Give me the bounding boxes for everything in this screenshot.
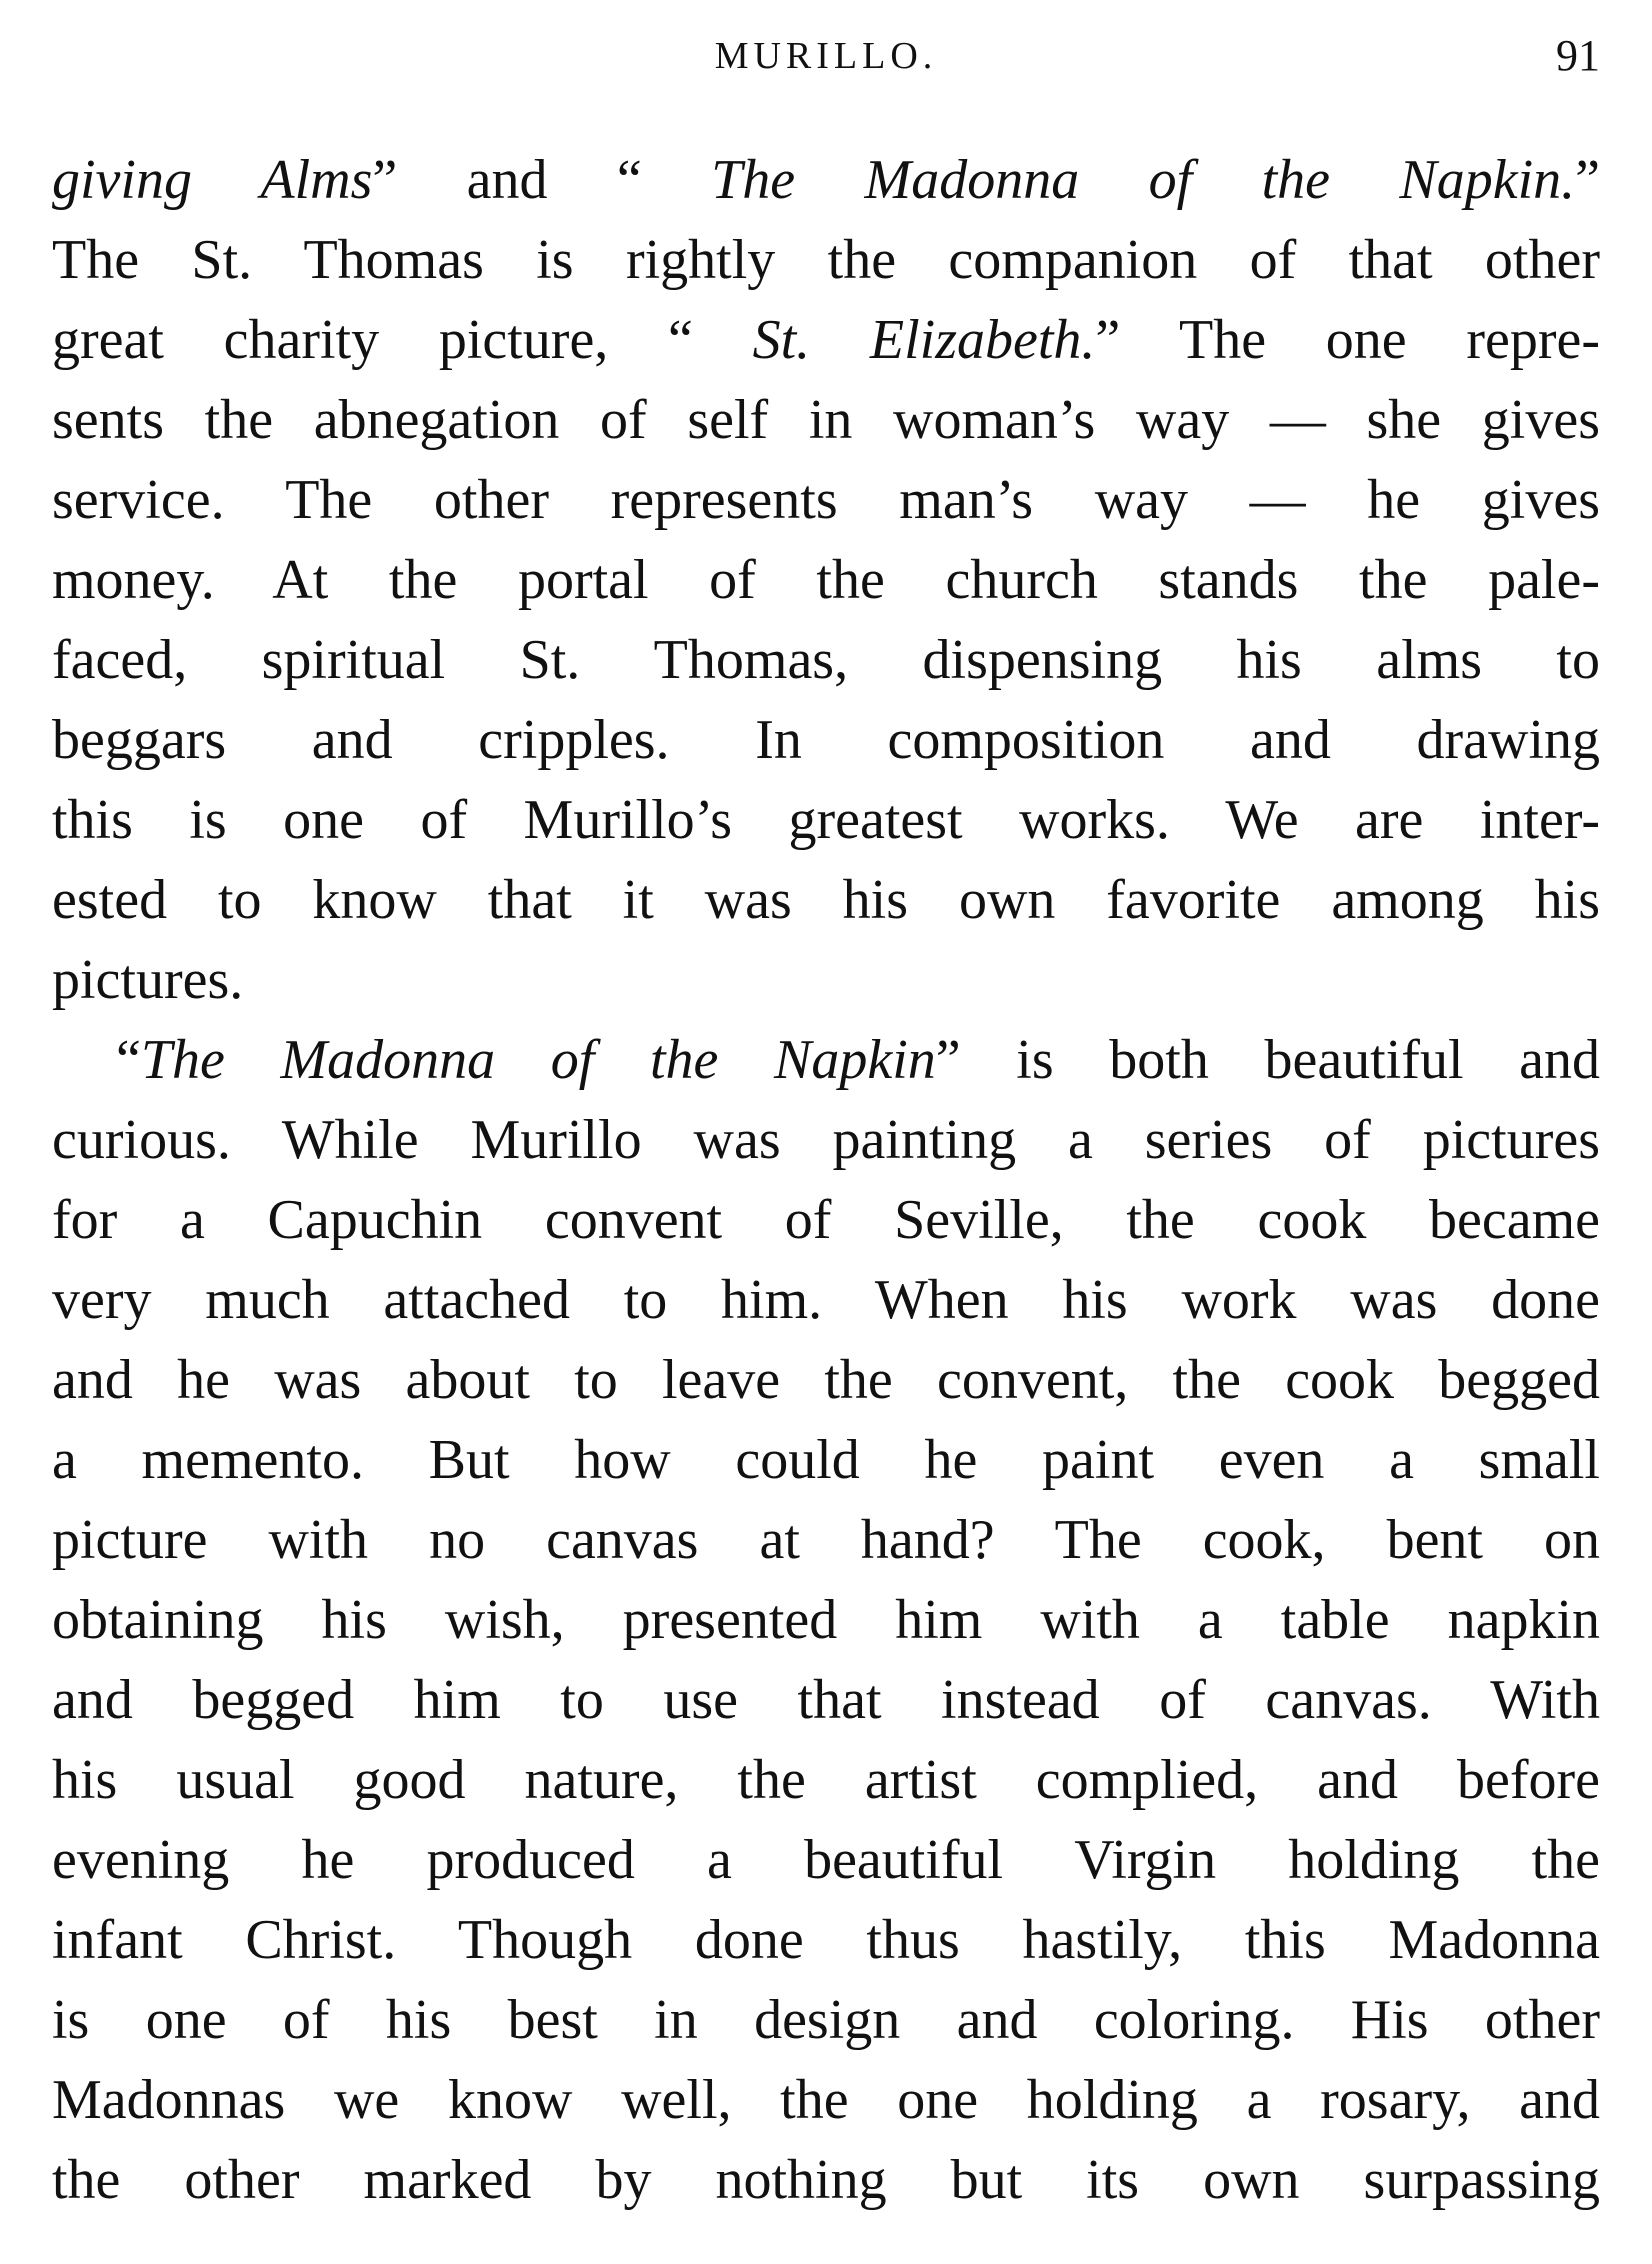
text-run: ested to know that it was his own favorite among his [52, 869, 1600, 931]
text-run: for a Capuchin convent of Seville, the cook became [52, 1189, 1600, 1251]
text-line [52, 860, 1600, 940]
text-line [52, 1180, 1600, 1260]
text-run: very much attached to him. When his work was done [52, 1269, 1600, 1331]
text-run: sents the abnegation of self in woman’s way — she gives [52, 389, 1600, 451]
text-run: great charity picture, “ [52, 309, 753, 371]
text-line [52, 620, 1600, 700]
text-line [52, 1740, 1600, 1820]
text-line [52, 2060, 1600, 2140]
body-text [52, 140, 1600, 2220]
text-run: ” is both beautiful and [935, 1029, 1600, 1091]
text-line [52, 1020, 1600, 1100]
text-run: evening he produced a beautiful Virgin holding the [52, 1829, 1600, 1891]
page-number: 91 [1556, 31, 1600, 80]
text-run: beggars and cripples. In composition and drawing [52, 709, 1600, 771]
text-run: infant Christ. Though done thus hastily, this Madonna [52, 1909, 1600, 1971]
text-run: and he was about to leave the convent, the cook begged [52, 1349, 1600, 1411]
text-line [52, 220, 1600, 300]
italic-title: St. Elizabeth. [752, 309, 1096, 371]
text-run: service. The other represents man’s way — he gives [52, 469, 1600, 531]
text-run: curious. While Murillo was painting a series of pictures [52, 1109, 1600, 1171]
text-line [52, 140, 1600, 220]
text-run: ” and “ [372, 149, 712, 211]
italic-title: The Madonna of the Napkin [140, 1029, 936, 1091]
text-line [52, 780, 1600, 860]
text-run: a memento. But how could he paint even a small [52, 1429, 1600, 1491]
text-line [52, 460, 1600, 540]
text-run: Madonnas we know well, the one holding a rosary, and [52, 2069, 1600, 2131]
text-line [52, 540, 1600, 620]
text-line [52, 940, 1600, 1020]
text-run: faced, spiritual St. Thomas, dispensing his alms to [52, 629, 1600, 691]
text-line [52, 1500, 1600, 1580]
text-run: “ [116, 1029, 141, 1091]
text-run: picture with no canvas at hand? The cook, bent on [52, 1509, 1600, 1571]
text-line [52, 1660, 1600, 1740]
italic-title: giving Alms [52, 149, 373, 211]
text-line [52, 1260, 1600, 1340]
text-run: is one of his best in design and coloring. His other [52, 1989, 1600, 2051]
running-head [52, 26, 1600, 86]
text-line [52, 380, 1600, 460]
text-run: and begged him to use that instead of canvas. With [52, 1669, 1600, 1731]
text-line [52, 700, 1600, 780]
text-run: money. At the portal of the church stands the pale- [52, 549, 1600, 611]
text-run: his usual good nature, the artist complied, and before [52, 1749, 1600, 1811]
text-line [52, 1340, 1600, 1420]
text-run: pictures. [52, 949, 244, 1011]
text-line [52, 1980, 1600, 2060]
text-line [52, 1420, 1600, 1500]
text-line [52, 2140, 1600, 2220]
italic-title: The Madonna of the Napkin. [711, 149, 1576, 211]
text-line [52, 1100, 1600, 1180]
text-run: obtaining his wish, presented him with a table napkin [52, 1589, 1600, 1651]
text-run: ” The one repre- [1095, 309, 1600, 371]
text-line [52, 1820, 1600, 1900]
text-run: ” [1575, 149, 1601, 211]
running-title: MURILLO. [714, 35, 938, 77]
text-run: The St. Thomas is rightly the companion of that other [52, 229, 1600, 291]
text-run: this is one of Murillo’s greatest works. We are inter- [52, 789, 1600, 851]
text-line [52, 300, 1600, 380]
text-line [52, 1900, 1600, 1980]
text-run: the other marked by nothing but its own surpassing [52, 2149, 1600, 2211]
text-line [52, 1580, 1600, 1660]
